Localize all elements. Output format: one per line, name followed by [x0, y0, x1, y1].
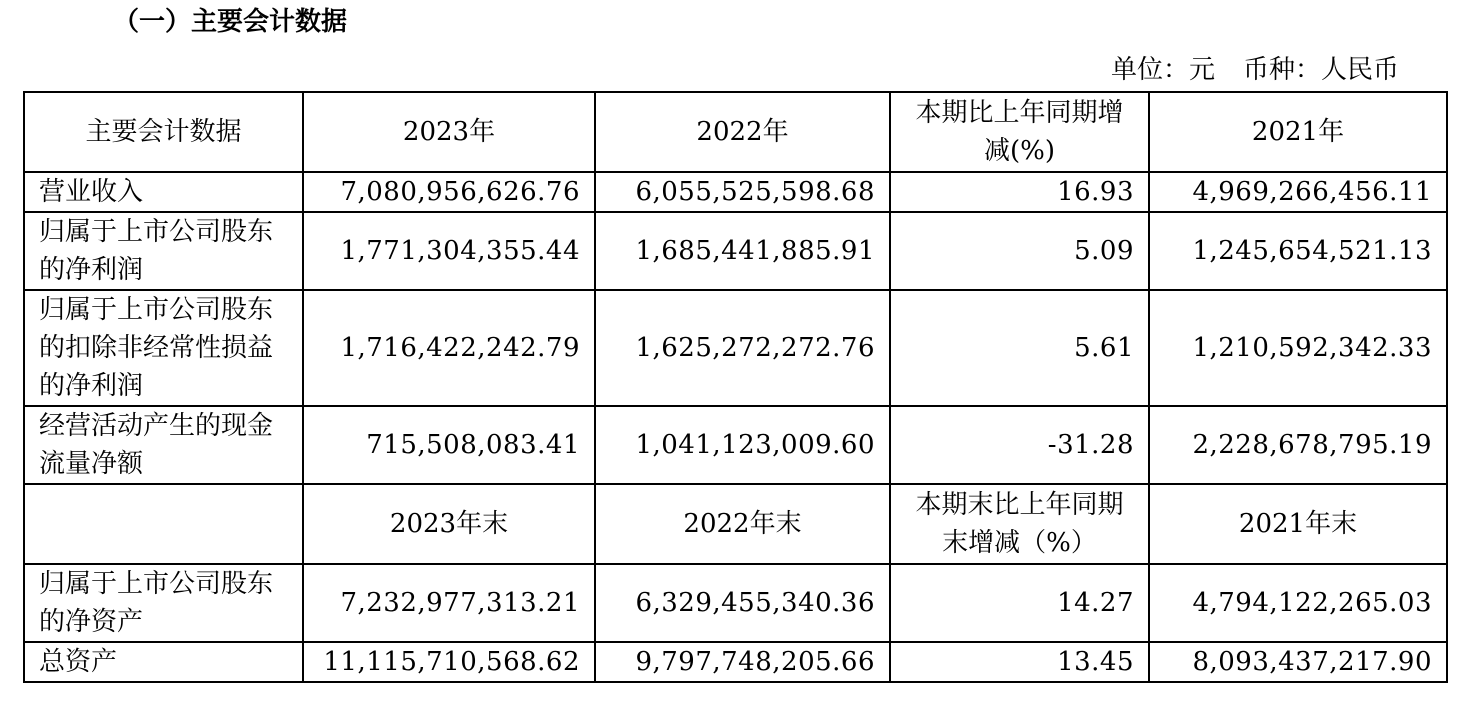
- row-label: 归属于上市公司股东的净资产: [24, 564, 303, 642]
- value-change: 5.09: [890, 212, 1149, 290]
- value-2021: 2,228,678,795.19: [1149, 406, 1447, 484]
- value-2023: 7,080,956,626.76: [303, 172, 595, 212]
- value-2023: 7,232,977,313.21: [303, 564, 595, 642]
- currency-label: 币种：人民币: [1242, 55, 1399, 85]
- accounting-data-table: [23, 91, 1448, 683]
- header-row-year-end: [24, 484, 1447, 564]
- table-row: [24, 290, 1447, 406]
- value-change: 13.45: [890, 642, 1149, 682]
- value-change: -31.28: [890, 406, 1149, 484]
- header-change-end: 本期末比上年同期末增减（%）: [890, 484, 1149, 564]
- row-label: 总资产: [24, 642, 303, 682]
- header-2022-end: 2022年末: [595, 484, 890, 564]
- table-row: [24, 406, 1447, 484]
- row-label: 归属于上市公司股东的净利润: [24, 212, 303, 290]
- header-2021: 2021年: [1149, 92, 1447, 172]
- value-2021: 1,210,592,342.33: [1149, 290, 1447, 406]
- table-row: [24, 564, 1447, 642]
- header-2021-end: 2021年末: [1149, 484, 1447, 564]
- value-2023: 11,115,710,568.62: [303, 642, 595, 682]
- header-2023-end: 2023年末: [303, 484, 595, 564]
- value-2023: 1,771,304,355.44: [303, 212, 595, 290]
- value-2023: 715,508,083.41: [303, 406, 595, 484]
- value-2021: 8,093,437,217.90: [1149, 642, 1447, 682]
- value-2021: 4,969,266,456.11: [1149, 172, 1447, 212]
- value-2022: 6,329,455,340.36: [595, 564, 890, 642]
- value-change: 5.61: [890, 290, 1149, 406]
- table-row: [24, 642, 1447, 682]
- value-2021: 1,245,654,521.13: [1149, 212, 1447, 290]
- value-change: 16.93: [890, 172, 1149, 212]
- value-2022: 1,625,272,272.76: [595, 290, 890, 406]
- table-row: [24, 212, 1447, 290]
- header-2023: 2023年: [303, 92, 595, 172]
- value-2022: 1,041,123,009.60: [595, 406, 890, 484]
- value-2022: 6,055,525,598.68: [595, 172, 890, 212]
- row-label: 营业收入: [24, 172, 303, 212]
- header-row-annual: [24, 92, 1447, 172]
- value-2023: 1,716,422,242.79: [303, 290, 595, 406]
- value-2022: 9,797,748,205.66: [595, 642, 890, 682]
- value-2022: 1,685,441,885.91: [595, 212, 890, 290]
- row-label: 经营活动产生的现金流量净额: [24, 406, 303, 484]
- header-change: 本期比上年同期增减(%): [890, 92, 1149, 172]
- value-change: 14.27: [890, 564, 1149, 642]
- header-label-empty: [24, 484, 303, 564]
- unit-line: [1111, 52, 1399, 88]
- value-2021: 4,794,122,265.03: [1149, 564, 1447, 642]
- unit-label: 单位：元: [1110, 55, 1215, 85]
- section-title: （一）主要会计数据: [113, 7, 348, 37]
- header-2022: 2022年: [595, 92, 890, 172]
- header-label: 主要会计数据: [24, 92, 303, 172]
- row-label: 归属于上市公司股东的扣除非经常性损益的净利润: [24, 290, 303, 406]
- table-row: [24, 172, 1447, 212]
